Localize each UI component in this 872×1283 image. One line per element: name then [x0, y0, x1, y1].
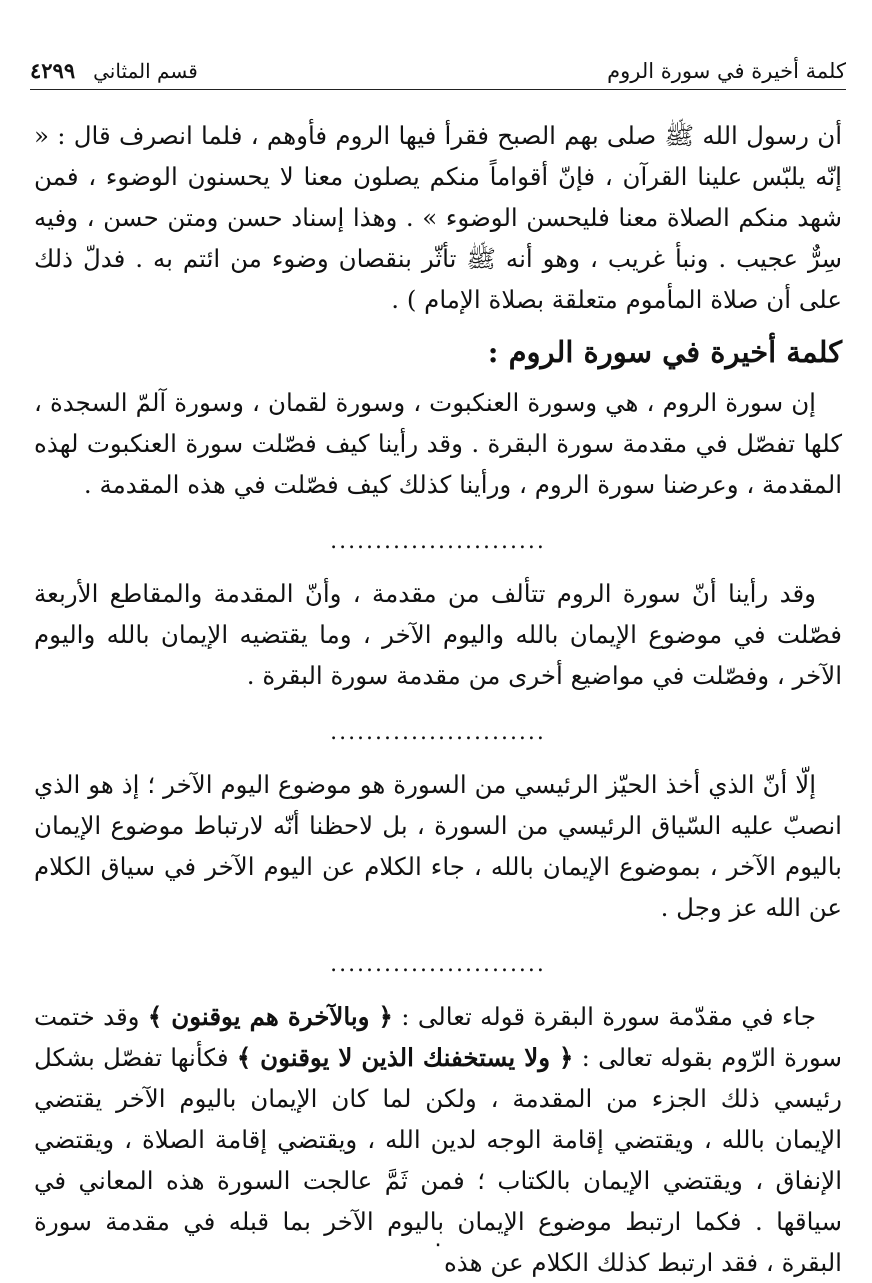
paragraph-text: جاء في مقدّمة سورة البقرة قوله تعالى : [392, 1002, 816, 1031]
paragraph-hadith: أن رسول الله ﷺ صلى بهم الصبح فقرأ فيها الروم فأوهم ، فلما انصرف قال : « إنّه يلبّس علينا القرآن ، فإنّ أقواماً منكم يصلون معنا لا يحسنون الوضوء ، فمن شهد منكم الصلاة معنا فليحسن الوضوء » . وهذا إسناد حسن ومتن حسن ، وفيه سِرٌّ عجيب . ونبأ غريب ، وهو أنه ﷺ تأثّر بنقصان وضوء من ائتم به . فدلّ ذلك على أن صلاة المأموم متعلقة بصلاة الإمام ) . [34, 121, 842, 314]
paragraph-structure: وقد رأينا أنّ سورة الروم تتألف من مقدمة ، وأنّ المقدمة والمقاطع الأربعة فصّلت في موضوع الإيمان بالله واليوم الآخر ، وما يقتضيه الإيمان بالله واليوم الآخر ، وفصّلت في مواضيع أخرى من مقدمة سورة البقرة . [34, 579, 842, 690]
paragraph-main-theme: إلّا أنّ الذي أخذ الحيّز الرئيسي من السورة هو موضوع اليوم الآخر ؛ إذ هو الذي انصبّ عليه السّياق الرئيسي من السورة ، بل لاحظنا أنّه لارتباط موضوع الإيمان باليوم الآخر ، بموضوع الإيمان بالله ، جاء الكلام عن اليوم الآخر في سياق الكلام عن الله عز وجل . [34, 770, 842, 922]
running-header [30, 54, 846, 90]
dotted-separator: ........................ [330, 529, 546, 554]
quran-quote: ﴿ ولا يستخفنك الذين لا يوقنون ﴾ [236, 1043, 574, 1072]
paragraph-intro: إن سورة الروم ، هي وسورة العنكبوت ، وسورة لقمان ، وسورة آلمّ السجدة ، كلها تفصّل في مقدمة سورة البقرة . وقد رأينا كيف فصّلت سورة العنكبوت لهذه المقدمة ، وعرضنا سورة الروم ، ورأينا كذلك كيف فصّلت في هذه المقدمة . [34, 388, 842, 499]
footer-mark: ٠ [432, 1232, 444, 1257]
header-left-group [30, 58, 198, 83]
page-number: ٤٢٩٩ [30, 58, 76, 83]
paragraph-text: وقد ختمت سورة الرّوم بقوله تعالى : [34, 1002, 843, 1072]
page-body [34, 115, 842, 1283]
running-title: كلمة أخيرة في سورة الروم [607, 59, 846, 83]
dotted-separator: ........................ [330, 720, 546, 745]
paragraph-text: فكأنها تفصّل بشكل رئيسي ذلك الجزء من المقدمة ، ولكن لما كان الإيمان باليوم الآخر يقتضي الإيمان بالله ، ويقتضي إقامة الوجه لدين الله ، ويقتضي إقامة الصلاة ، ويقتضي الإنفاق ، ويقتضي الإيمان بالكتاب ؛ فمن ثَمَّ عالجت السورة هذه المعاني في سياقها . فكما ارتبط موضوع الإيمان باليوم الآخر بما قبله في مقدمة سورة البقرة ، فقد ارتبط كذلك الكلام عن هذه [34, 1043, 842, 1277]
section-heading: كلمة أخيرة في سورة الروم : [487, 335, 842, 369]
section-name: قسم المثاني [93, 59, 198, 83]
book-page [30, 0, 846, 1276]
quran-quote: ﴿ وبالآخرة هم يوقنون ﴾ [147, 1002, 393, 1031]
dotted-separator: ........................ [330, 952, 546, 977]
